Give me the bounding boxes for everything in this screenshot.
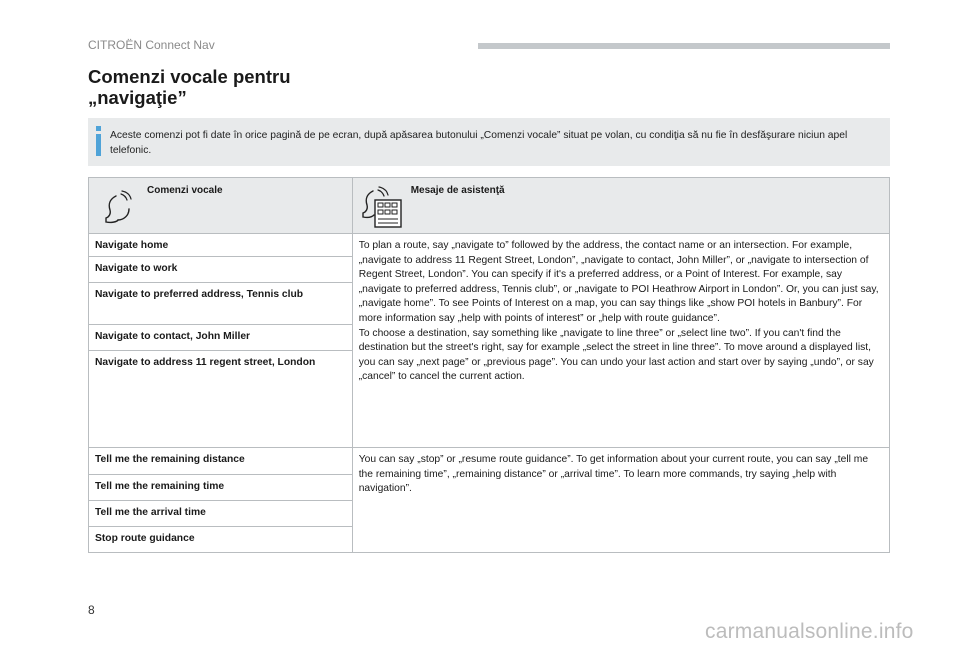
info-icon — [96, 126, 101, 158]
watermark: carmanualsonline.info — [705, 620, 914, 643]
voice-command-cell: Navigate home — [89, 234, 353, 257]
voice-command-cell: Navigate to work — [89, 257, 353, 283]
info-note — [88, 118, 890, 166]
column-header-label: Mesaje de asistenţă — [410, 185, 505, 196]
column-header-assistance — [352, 178, 889, 234]
assistance-message-cell — [352, 234, 889, 448]
assistance-message-cell — [352, 448, 889, 553]
voice-commands-table — [88, 177, 890, 553]
assistance-paragraph: To choose a destination, say something like „navigate to line three” or „select line two”. If you can't find the destination but the street's right, say for example „select the street in line three”. To move around a displayed list, you can say „next page” or „previous page”. You can undo your last action and start over by saying „undo”, or say „cancel” to cancel the current action. — [358, 327, 874, 383]
voice-command-cell: Navigate to address 11 regent street, London — [89, 351, 353, 448]
page-title-line-2: „navigaţie” — [88, 87, 187, 108]
voice-command-cell: Navigate to contact, John Miller — [89, 325, 353, 351]
info-note-text: Aceste comenzi pot fi date în orice pagină de pe ecran, după apăsarea butonului „Comenzi vocale” situat pe volan, cu condiţia să nu fie în desfăşurare niciun apel telefonic. — [110, 130, 848, 156]
table-row — [89, 234, 890, 257]
page-title — [88, 66, 291, 108]
header-brand: CITROËN Connect Nav — [88, 38, 215, 52]
page-number: 8 — [88, 603, 95, 617]
table-row — [89, 448, 890, 475]
page-title-line-1: Comenzi vocale pentru — [88, 66, 291, 87]
assistance-paragraph: To plan a route, say „navigate to” followed by the address, the contact name or an intersection. For example, „navigate to address 11 Regent Street, London”, „navigate to contact, John Miller”, or „navigate to intersection of Regent Street, London”. You can specify if it's a preferred address, or a Point of Interest. For example, say „navigate to preferred address, Tennis club”, or „navigate to POI Heathrow Airport in London”. Or, you can just say, „navigate home”. To see Points of Interest on a map, you can say things like „show POI hotels in Banbury”. For more information say „help with points of interest” or „help with route guidance”. — [358, 240, 879, 324]
header-bar — [478, 43, 890, 49]
voice-command-cell: Tell me the arrival time — [89, 501, 353, 527]
voice-command-icon — [101, 190, 141, 228]
assistant-screen-icon — [361, 186, 405, 230]
voice-command-cell: Stop route guidance — [89, 527, 353, 553]
voice-command-cell: Navigate to preferred address, Tennis club — [89, 283, 353, 325]
table-header-row — [89, 178, 890, 234]
assistance-paragraph: You can say „stop” or „resume route guidance”. To get information about your current route, you can say „tell me the remaining time”, „remaining distance” or „arrival time”. To learn more commands, try saying „help with navigation”. — [358, 454, 869, 495]
voice-command-cell: Tell me the remaining distance — [89, 448, 353, 475]
column-header-label: Comenzi vocale — [147, 185, 223, 196]
column-header-voice-commands — [89, 178, 353, 234]
voice-command-cell: Tell me the remaining time — [89, 475, 353, 501]
